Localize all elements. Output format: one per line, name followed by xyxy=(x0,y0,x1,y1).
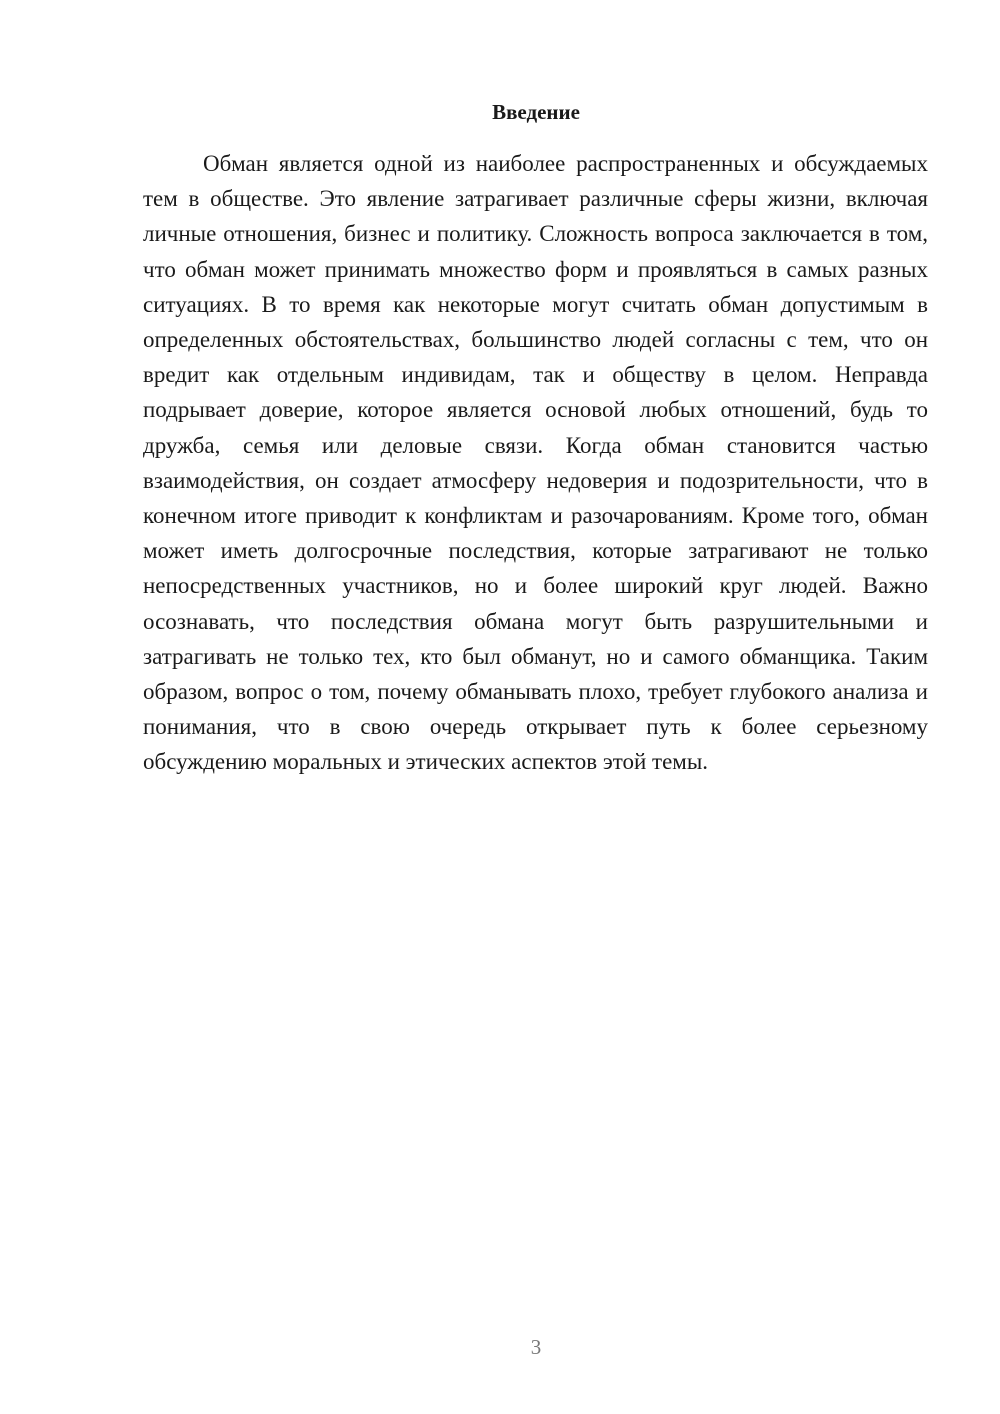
body-paragraph: Обман является одной из наиболее распространенных и обсуждаемых тем в обществе. Это явление затрагивает различные сферы жизни, включая личные отношения, бизнес и политику. Сложность вопроса заключается в том, что обман может принимать множество форм и проявляться в самых разных ситуациях. В то время как некоторые могут считать обман допустимым в определенных обстоятельствах, большинство людей согласны с тем, что он вредит как отдельным индивидам, так и обществу в целом. Неправда подрывает доверие, которое является основой любых отношений, будь то дружба, семья или деловые связи. Когда обман становится частью взаимодействия, он создает атмосферу недоверия и подозрительности, что в конечном итоге приводит к конфликтам и разочарованиям. Кроме того, обман может иметь долгосрочные последствия, которые затрагивают не только непосредственных участников, но и более широкий круг людей. Важно осознавать, что последствия обмана могут быть разрушительными и затрагивать не только тех, кто был обманут, но и самого обманщика. Таким образом, вопрос о том, почему обманывать плохо, требует глубокого анализа и понимания, что в свою очередь открывает путь к более серьезному обсуждению моральных и этических аспектов этой темы. xyxy=(143,151,928,775)
section-heading: Введение xyxy=(492,100,580,124)
page-number: 3 xyxy=(530,1335,542,1359)
